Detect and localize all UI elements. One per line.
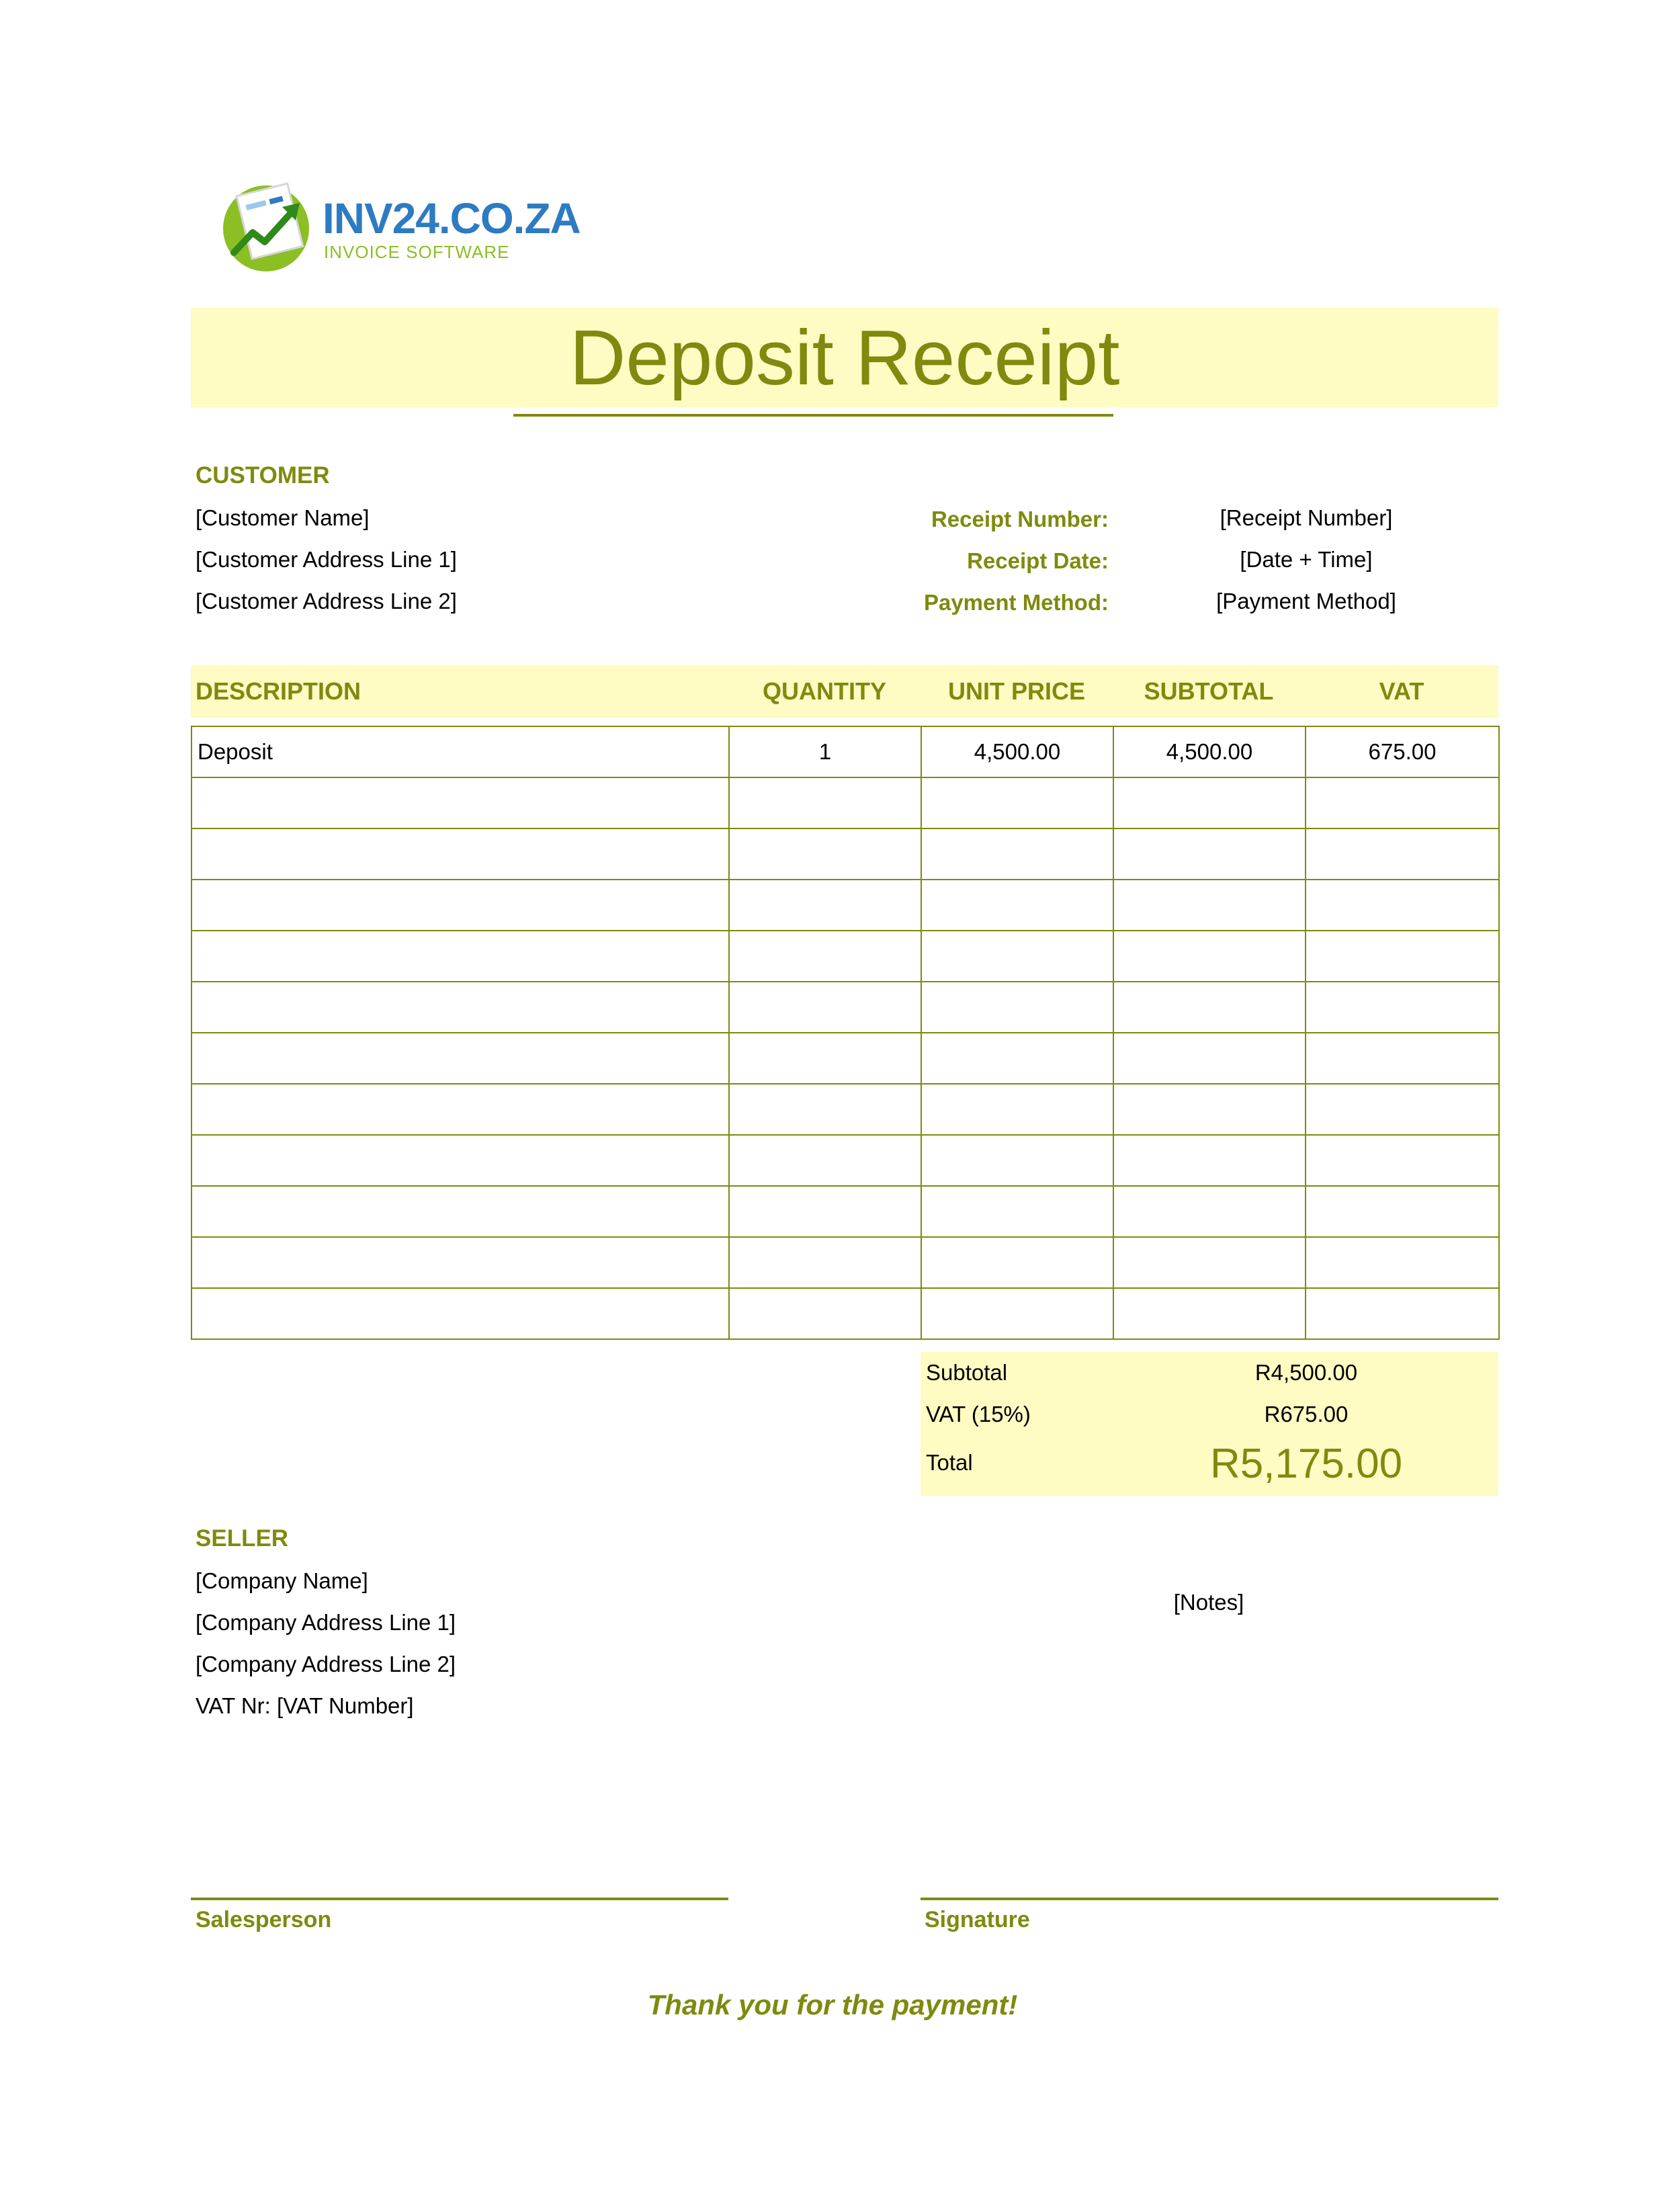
cell-unit-price (921, 931, 1113, 982)
cell-vat (1306, 1186, 1499, 1237)
signature-line (921, 1898, 1498, 1900)
cell-unit-price: 4,500.00 (921, 726, 1113, 777)
cell-description (191, 931, 729, 982)
title-underline (513, 414, 1113, 417)
table-row (191, 1135, 1499, 1186)
cell-subtotal (1113, 880, 1306, 931)
logo-tagline: INVOICE SOFTWARE (324, 242, 510, 262)
table-row (191, 828, 1499, 880)
cell-unit-price (921, 1084, 1113, 1135)
cell-description (191, 982, 729, 1033)
receipt-date-label: Receipt Date: (967, 548, 1109, 573)
cell-quantity (729, 931, 921, 982)
cell-description (191, 880, 729, 931)
customer-heading: CUSTOMER (196, 462, 330, 488)
cell-subtotal (1113, 1084, 1306, 1135)
cell-unit-price (921, 1186, 1113, 1237)
signature-label: Signature (925, 1907, 1030, 1932)
cell-description (191, 777, 729, 828)
cell-quantity (729, 1186, 921, 1237)
table-row (191, 1186, 1499, 1237)
cell-description (191, 1135, 729, 1186)
receipt-date-value: [Date + Time] (1240, 547, 1373, 572)
cell-subtotal (1113, 1186, 1306, 1237)
cell-unit-price (921, 982, 1113, 1033)
cell-vat: 675.00 (1306, 726, 1499, 777)
cell-unit-price (921, 1033, 1113, 1084)
cell-description (191, 1084, 729, 1135)
cell-subtotal (1113, 1135, 1306, 1186)
cell-subtotal (1113, 1237, 1306, 1288)
seller-heading: SELLER (196, 1525, 289, 1551)
customer-name: [Customer Name] (196, 505, 370, 530)
cell-vat (1306, 828, 1499, 880)
cell-quantity (729, 777, 921, 828)
payment-method-label: Payment Method: (923, 590, 1109, 615)
cell-unit-price (921, 1135, 1113, 1186)
table-row (191, 1084, 1499, 1135)
table-row (191, 982, 1499, 1033)
cell-description (191, 1237, 729, 1288)
cell-vat (1306, 777, 1499, 828)
table-row (191, 880, 1499, 931)
cell-quantity: 1 (729, 726, 921, 777)
logo-brand: INV24.CO.ZA (323, 194, 581, 243)
cell-description (191, 828, 729, 880)
customer-address-line-1: [Customer Address Line 1] (196, 547, 457, 572)
cell-quantity (729, 880, 921, 931)
cell-description: Deposit (191, 726, 729, 777)
vat-value: R675.00 (1264, 1402, 1349, 1427)
subtotal-label: Subtotal (926, 1360, 1008, 1385)
customer-address-line-2: [Customer Address Line 2] (196, 589, 457, 613)
cell-vat (1306, 1135, 1499, 1186)
table-row (191, 1237, 1499, 1288)
salesperson-label: Salesperson (196, 1907, 332, 1932)
company-address-line-2: [Company Address Line 2] (196, 1652, 456, 1676)
cell-description (191, 1186, 729, 1237)
column-header-subtotal: SUBTOTAL (1144, 677, 1274, 705)
column-header-vat: VAT (1379, 677, 1424, 705)
cell-vat (1306, 1288, 1499, 1339)
thank-you-message: Thank you for the payment! (647, 1989, 1018, 2020)
cell-vat (1306, 880, 1499, 931)
cell-quantity (729, 1135, 921, 1186)
cell-description (191, 1033, 729, 1084)
cell-vat (1306, 1237, 1499, 1288)
vat-label: VAT (15%) (926, 1402, 1031, 1427)
company-logo (220, 176, 581, 277)
items-table (191, 726, 1500, 1340)
logo-emblem-icon (220, 180, 314, 274)
cell-quantity (729, 1084, 921, 1135)
cell-vat (1306, 982, 1499, 1033)
cell-unit-price (921, 1237, 1113, 1288)
notes: [Notes] (1173, 1590, 1244, 1615)
cell-unit-price (921, 777, 1113, 828)
cell-quantity (729, 1288, 921, 1339)
company-name: [Company Name] (196, 1568, 368, 1593)
table-row (191, 777, 1499, 828)
company-vat-number: VAT Nr: [VAT Number] (196, 1693, 414, 1718)
subtotal-value: R4,500.00 (1254, 1360, 1358, 1385)
cell-unit-price (921, 880, 1113, 931)
cell-subtotal (1113, 777, 1306, 828)
cell-vat (1306, 1084, 1499, 1135)
table-row (191, 1288, 1499, 1339)
cell-description (191, 1288, 729, 1339)
column-header-unit-price: UNIT PRICE (947, 677, 1085, 705)
table-row (191, 931, 1499, 982)
cell-subtotal (1113, 828, 1306, 880)
cell-subtotal (1113, 982, 1306, 1033)
column-header-description: DESCRIPTION (196, 677, 361, 705)
total-label: Total (926, 1450, 973, 1475)
column-header-quantity: QUANTITY (763, 677, 886, 705)
cell-subtotal (1113, 931, 1306, 982)
total-value: R5,175.00 (1209, 1441, 1403, 1487)
cell-quantity (729, 1237, 921, 1288)
table-row (191, 1033, 1499, 1084)
receipt-number-value: [Receipt Number] (1220, 505, 1393, 530)
cell-quantity (729, 828, 921, 880)
cell-subtotal: 4,500.00 (1113, 726, 1306, 777)
receipt-number-label: Receipt Number: (931, 507, 1109, 531)
cell-vat (1306, 1033, 1499, 1084)
cell-quantity (729, 982, 921, 1033)
cell-vat (1306, 931, 1499, 982)
table-row (191, 726, 1499, 777)
salesperson-line (191, 1898, 728, 1900)
company-address-line-1: [Company Address Line 1] (196, 1610, 456, 1635)
payment-method-value: [Payment Method] (1216, 589, 1396, 613)
cell-subtotal (1113, 1288, 1306, 1339)
cell-quantity (729, 1033, 921, 1084)
cell-unit-price (921, 1288, 1113, 1339)
page-title: Deposit Receipt (569, 314, 1120, 401)
cell-unit-price (921, 828, 1113, 880)
cell-subtotal (1113, 1033, 1306, 1084)
